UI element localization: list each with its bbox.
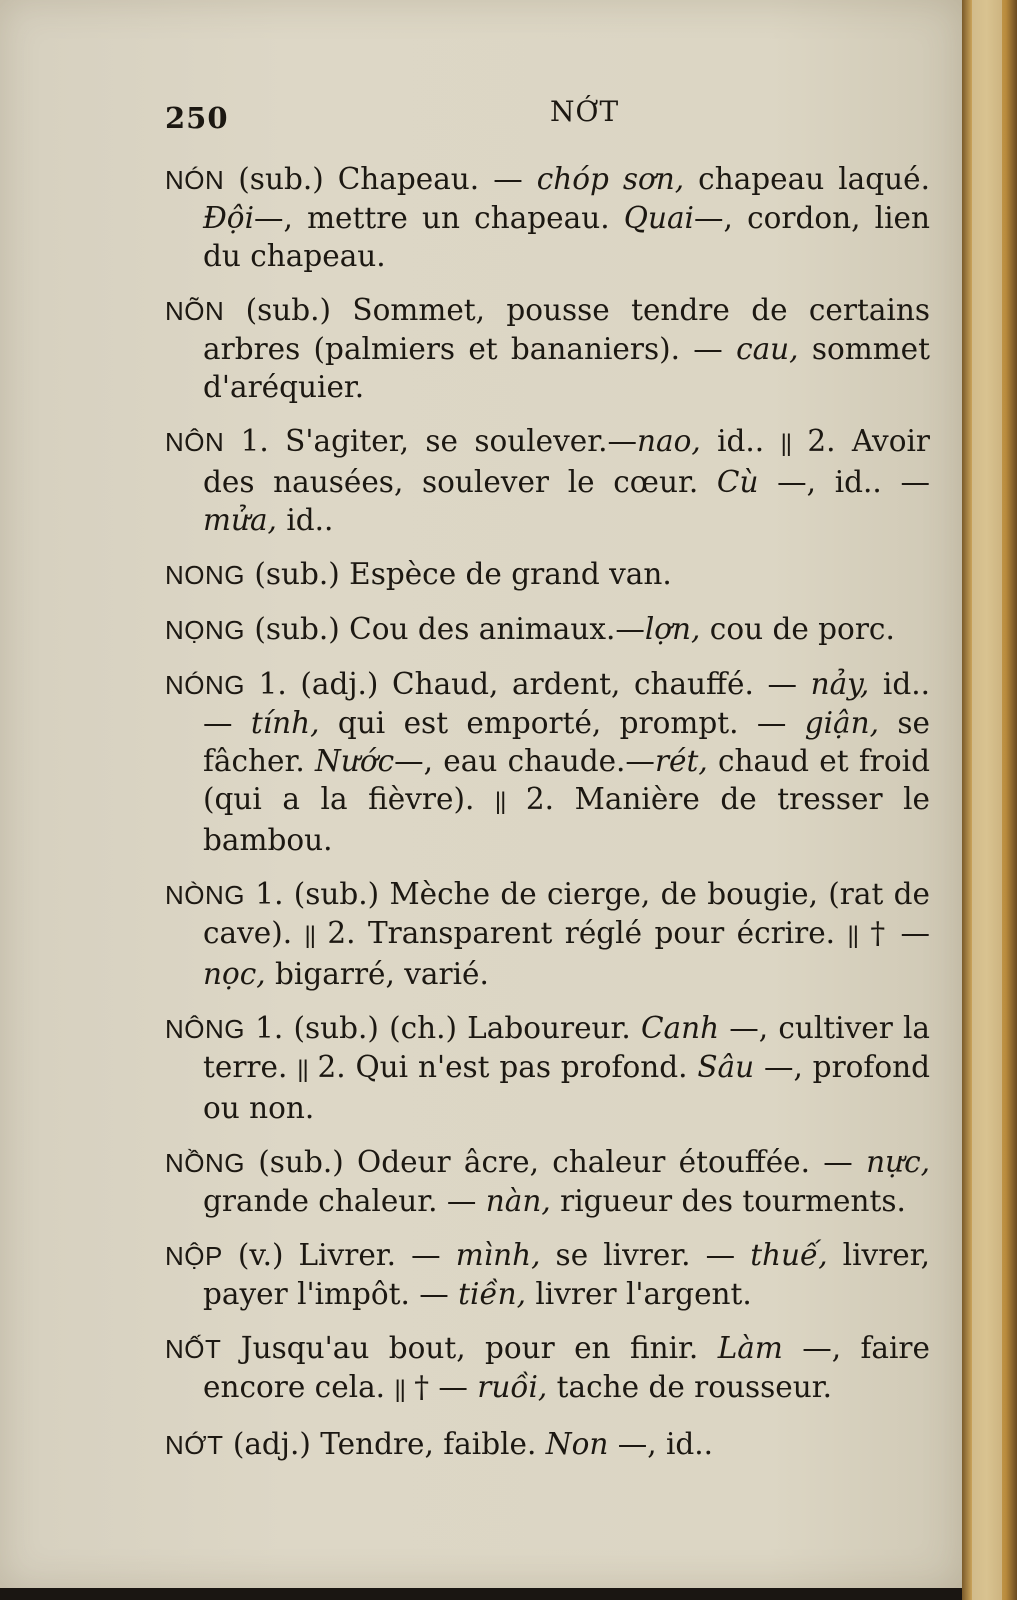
entry-vietnamese-term: lợn, <box>644 612 701 646</box>
entry-text: —, profond ou non. <box>203 1050 930 1125</box>
entry-headword: NÕN <box>165 296 225 326</box>
entry-text: (sub.) Odeur âcre, chaleur étouffée. — <box>245 1145 867 1179</box>
entry-text: (sub.) Chapeau. — <box>224 162 537 196</box>
sense-separator: || <box>847 922 858 949</box>
entry-text: id.. — <box>203 667 931 740</box>
dictionary-entry <box>165 1236 930 1313</box>
entry-text: rigueur des tourments. <box>550 1184 906 1218</box>
entry-text: id.. <box>276 503 334 537</box>
entry-text: cou de porc. <box>700 612 895 646</box>
entry-vietnamese-term: Làm <box>717 1331 783 1365</box>
entry-vietnamese-term: ruồi, <box>477 1370 548 1404</box>
entry-text: —, cordon, lien du chapeau. <box>203 201 930 273</box>
entry-text: † — <box>857 916 931 950</box>
dictionary-entry <box>165 1009 930 1127</box>
entry-vietnamese-term: rét, <box>654 744 708 778</box>
entry-text: —, mettre un chapeau. <box>254 201 624 235</box>
entry-text: Jusqu'au bout, pour en finir. <box>221 1331 718 1365</box>
entry-headword: NỒNG <box>165 1148 245 1178</box>
entry-text: —, cultiver la terre. <box>203 1011 931 1084</box>
entry-vietnamese-term: tiền, <box>458 1277 526 1311</box>
entry-vietnamese-term: Quai <box>623 201 694 235</box>
entry-vietnamese-term: mửa, <box>203 503 277 537</box>
entry-text: —, eau chaude.— <box>394 744 655 778</box>
entry-text: id.. <box>700 424 781 458</box>
entry-text: chaud et froid (qui a la fièvre). <box>203 744 930 816</box>
sense-separator: || <box>780 430 792 457</box>
book-page-edges <box>972 0 1002 1600</box>
dictionary-entry <box>165 555 930 594</box>
entry-text: (adj.) Tendre, faible. <box>223 1427 546 1461</box>
sense-separator: || <box>494 788 506 815</box>
dictionary-entry <box>165 1143 930 1220</box>
entry-vietnamese-term: Cù <box>716 465 759 499</box>
dictionary-entry <box>165 1425 930 1464</box>
entry-text: 2. Avoir des nausées, soulever le cœur. <box>203 424 931 499</box>
entry-text: tache de rousseur. <box>547 1370 832 1404</box>
page-number: 250 <box>165 101 229 135</box>
entry-text: † — <box>404 1370 478 1404</box>
entry-text: —, id.. <box>608 1427 714 1461</box>
entry-vietnamese-term: tính, <box>250 706 320 740</box>
entry-text: 2. Manière de tresser le bambou. <box>203 782 930 857</box>
entry-headword: NÔN <box>165 427 225 457</box>
dictionary-entries <box>165 160 930 1480</box>
entry-vietnamese-term: nọc, <box>203 957 266 991</box>
entry-text: 1. (sub.) Mèche de cierge, de bougie, (rat de cave). <box>203 877 930 950</box>
entry-vietnamese-term: Non <box>545 1427 609 1461</box>
entry-headword: NỚT <box>165 1430 224 1460</box>
entry-text: 2. Transparent réglé pour écrire. <box>315 916 848 950</box>
entry-vietnamese-term: mình, <box>455 1238 541 1272</box>
sense-separator: || <box>304 922 315 949</box>
entry-vietnamese-term: chóp sơn, <box>536 162 685 196</box>
dictionary-entry <box>165 160 930 275</box>
entry-headword: NÒNG <box>165 880 245 910</box>
entry-headword: NONG <box>165 560 245 590</box>
sense-separator: || <box>394 1376 405 1403</box>
dictionary-entry <box>165 291 930 406</box>
entry-text: se fâcher. <box>203 706 930 778</box>
entry-vietnamese-term: Đội <box>203 201 255 235</box>
dictionary-entry <box>165 1329 930 1409</box>
entry-text: 2. Qui n'est pas profond. <box>307 1050 698 1084</box>
entry-text: 1. S'agiter, se soulever.— <box>224 424 637 458</box>
entry-text: qui est emporté, prompt. — <box>319 706 805 740</box>
entry-vietnamese-term: thuế, <box>750 1238 828 1272</box>
page-header <box>165 95 925 145</box>
sense-separator: || <box>297 1056 308 1083</box>
entry-text: sommet d'aréquier. <box>203 332 930 404</box>
dictionary-entry <box>165 422 930 539</box>
entry-text: grande chaleur. — <box>203 1184 486 1218</box>
dictionary-entry <box>165 665 930 859</box>
entry-text: —, faire encore cela. <box>203 1331 930 1404</box>
entry-vietnamese-term: Sâu <box>697 1050 755 1084</box>
entry-text: bigarré, varié. <box>265 957 489 991</box>
entry-headword: NÓNG <box>165 670 245 700</box>
entry-text: (sub.) Espèce de grand van. <box>245 557 672 591</box>
entry-vietnamese-term: nực, <box>866 1145 930 1179</box>
entry-text: —, id.. — <box>758 465 930 499</box>
entry-text: livrer, payer l'impôt. — <box>203 1238 930 1311</box>
entry-vietnamese-term: nảy, <box>810 667 870 701</box>
dictionary-entry <box>165 875 930 993</box>
entry-vietnamese-term: nàn, <box>485 1184 551 1218</box>
entry-headword: NỐT <box>165 1334 222 1364</box>
entry-text: se livrer. — <box>540 1238 751 1272</box>
entry-headword: NỘP <box>165 1241 223 1271</box>
running-head: NỚT <box>550 95 620 128</box>
entry-text: (sub.) Sommet, pousse tendre de certains arbres (palmiers et bananiers). — <box>203 293 930 366</box>
entry-text: 1. (adj.) Chaud, ardent, chauffé. — <box>245 667 811 701</box>
entry-text: (sub.) Cou des animaux.— <box>245 612 645 646</box>
entry-vietnamese-term: giận, <box>804 706 880 740</box>
entry-text: (v.) Livrer. — <box>222 1238 456 1272</box>
entry-text: chapeau laqué. <box>684 162 930 196</box>
entry-text: livrer l'argent. <box>526 1277 752 1311</box>
entry-headword: NÔNG <box>165 1014 245 1044</box>
entry-vietnamese-term: Canh <box>640 1011 720 1045</box>
entry-headword: NÓN <box>165 165 225 195</box>
entry-vietnamese-term: cau, <box>736 332 799 366</box>
entry-headword: NỌNG <box>165 615 245 645</box>
entry-vietnamese-term: nao, <box>636 424 701 458</box>
entry-text: 1. (sub.) (ch.) Laboureur. <box>245 1011 641 1045</box>
entry-vietnamese-term: Nước <box>315 744 395 778</box>
dictionary-entry <box>165 610 930 649</box>
